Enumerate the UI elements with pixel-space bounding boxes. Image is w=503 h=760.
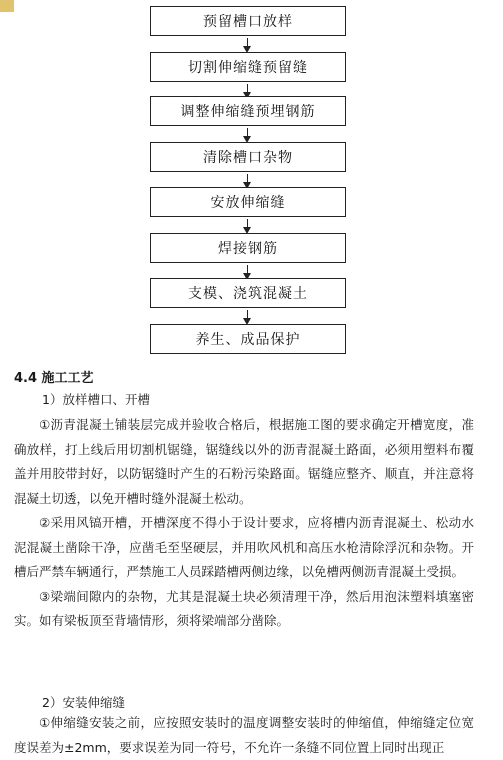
flow-step-1: 预留槽口放样 [150, 6, 346, 36]
flow-step-8: 养生、成品保护 [150, 324, 346, 354]
flow-arrow [247, 174, 249, 188]
flow-arrow [247, 128, 249, 142]
paragraph-3: ③梁端间隙内的杂物，尤其是混凝土块必须清理干净，然后用泡沫塑料填塞密实。如有梁板顶至背墙情形，须将梁端部分凿除。 [14, 588, 474, 628]
flow-step-4: 清除槽口杂物 [150, 142, 346, 172]
body-text [14, 413, 474, 634]
flow-step-3: 调整伸缩缝预埋钢筋 [150, 96, 346, 126]
body-text-2 [14, 711, 474, 760]
flow-arrow [247, 310, 249, 324]
corner-mark [0, 0, 14, 12]
section-title: 4.4 施工工艺 [14, 371, 94, 386]
flow-step-2: 切割伸缩缝预留缝 [150, 52, 346, 82]
paragraph-1: ①沥青混凝土铺装层完成并验收合格后，根据施工图的要求确定开槽宽度，准确放样，打上线后用切割机锯缝，锯缝线以外的沥青混凝土路面，必须用塑料布覆盖并用胶带封好，以防锯缝时产生的石粉污染路面。锯缝应整齐、顺直，并注意将混凝土切透，以免开槽时缝外混凝土松动。 [14, 417, 474, 506]
paragraph-2: ②采用风镐开槽，开槽深度不得小于设计要求，应将槽内沥青混凝土、松动水泥混凝土凿除干净，应凿毛至坚硬层，并用吹风机和高压水枪清除浮沉和杂物。开槽后严禁车辆通行，严禁施工人员踩踏槽两侧边缘，以免槽两侧沥青混凝土受损。 [14, 515, 474, 579]
subheading-2: 2）安装伸缩缝 [42, 695, 125, 710]
flow-step-7: 支模、浇筑混凝土 [150, 278, 346, 308]
subheading-1: 1）放样槽口、开槽 [42, 392, 150, 407]
paragraph-4: ①伸缩缝安装之前，应按照安装时的温度调整安装时的伸缩值，伸缩缝定位宽度误差为±2mm，要求误差为同一符号，不允许一条缝不同位置上同时出现正 [14, 715, 474, 755]
flow-step-6: 焊接钢筋 [150, 233, 346, 263]
flow-arrow [247, 265, 249, 279]
flow-arrow [247, 219, 249, 233]
flow-step-5: 安放伸缩缝 [150, 187, 346, 217]
flow-arrow [247, 38, 249, 52]
